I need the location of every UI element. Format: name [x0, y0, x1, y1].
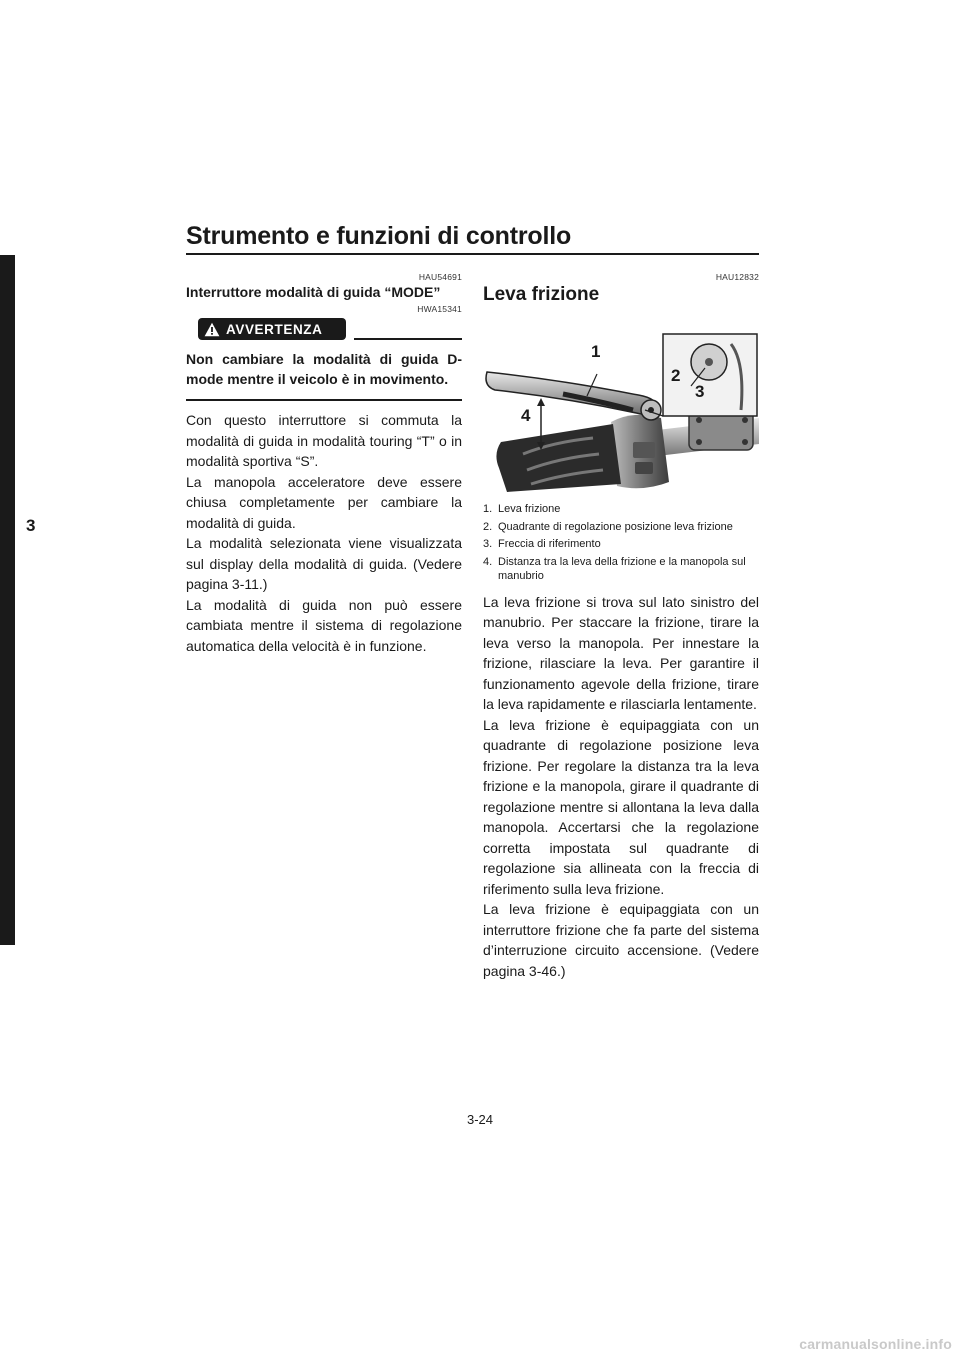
left-column	[186, 272, 462, 656]
callout-2: 2	[671, 366, 681, 385]
paragraph: La manopola acceleratore deve essere chiusa completamente per cambiare la modalità di guida.	[186, 473, 462, 531]
warning-label: AVVERTENZA	[226, 321, 323, 337]
warning-text: Non cambiare la modalità di guida D-mode mentre il veicolo è in movimento.	[186, 351, 462, 387]
callout-3: 3	[695, 382, 705, 401]
warning-code: HWA15341	[417, 304, 462, 314]
paragraph: La modalità di guida non può essere cambiata mentre il sistema di regolazione automatica della velocità è in funzione.	[186, 596, 462, 654]
mode-body	[186, 410, 462, 656]
paragraph: La leva frizione è equipaggiata con un interruttore frizione che fa parte del sistema d’interruzione circuito accensione. (Vedere pagina 3-46.)	[483, 901, 759, 979]
warning-badge	[198, 318, 346, 340]
section-heading-clutch: Leva frizione	[483, 284, 600, 305]
page-number: 3-24	[466, 1112, 494, 1127]
callout-1: 1	[591, 342, 601, 361]
chapter-tab	[0, 255, 15, 945]
legend-item: 4. Distanza tra la leva della frizione e la manopola sul manubrio	[483, 555, 746, 582]
section-heading-mode: Interruttore modalità di guida “MODE”	[186, 284, 441, 300]
legend-item: 2. Quadrante di regolazione posizione leva frizione	[483, 520, 733, 533]
warning-triangle-icon	[204, 322, 220, 337]
paragraph: La modalità selezionata viene visualizzata sul display della modalità di guida. (Vedere pagina 3-11.)	[186, 535, 462, 592]
clutch-lever-figure	[483, 314, 759, 492]
paragraph: Con questo interruttore si commuta la modalità di guida in modalità touring “T” o in modalità sportiva “S”.	[186, 412, 462, 469]
clutch-lever-illustration	[483, 314, 759, 492]
title-rule	[186, 253, 759, 255]
callout-4: 4	[521, 406, 531, 425]
legend-item: 3. Freccia di riferimento	[483, 538, 601, 550]
warning-header	[186, 318, 462, 340]
section-code: HAU12832	[715, 272, 759, 282]
right-column	[483, 272, 759, 981]
paragraph: La leva frizione è equipaggiata con un quadrante di regolazione posizione leva frizione. Per regolare la distanza tra la leva frizione e la manopola, girare il quadrante di regolazione mentre si allontana la leva dalla manopola. Accertarsi che la regolazione corretta impostata sul quadrante di regolazione sia allineata con la freccia di riferimento sulla leva frizione.	[483, 716, 759, 897]
section-code: HAU54691	[418, 272, 462, 282]
figure-legend	[483, 502, 759, 584]
warning-end-rule	[186, 399, 462, 401]
legend-item: 1. Leva frizione	[483, 503, 561, 515]
watermark: carmanualsonline.info	[799, 1336, 952, 1352]
clutch-body	[483, 592, 759, 982]
page-title: Strumento e funzioni di controllo	[186, 222, 572, 250]
paragraph: La leva frizione si trova sul lato sinistro del manubrio. Per staccare la frizione, tirare la leva verso la manopola. Per innestare la frizione, rilasciare la leva. Per garantire il funzionamento agevole della frizione, tirare la leva rapidamente e rilasciarla lentamente.	[483, 593, 759, 712]
warning-rule	[354, 338, 462, 340]
chapter-number: 3	[26, 516, 36, 535]
